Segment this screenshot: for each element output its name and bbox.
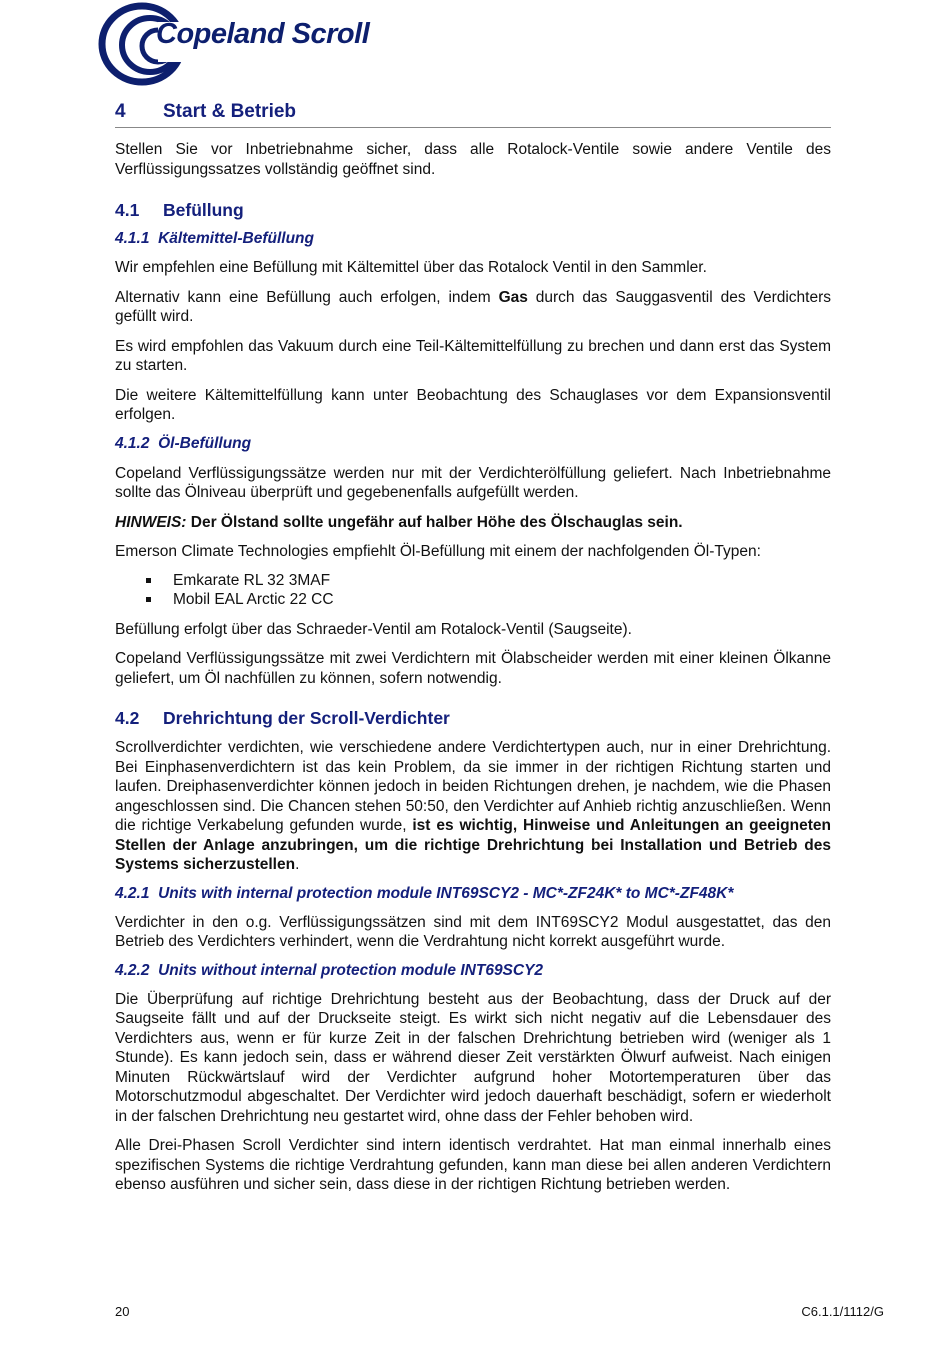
note-label: HINWEIS:	[115, 513, 187, 531]
section-number: 4.1.1	[115, 230, 150, 247]
paragraph: Verdichter in den o.g. Verflüssigungssätzen sind mit dem INT69SCY2 Modul ausgestattet, das den Betrieb des Verdichters verhindert, wenn die Verdrahtung nicht korrekt ausgeführt wurde.	[115, 913, 831, 950]
paragraph: Die Überprüfung auf richtige Drehrichtung besteht aus der Beobachtung, dass der Druck auf der Saugseite fällt und auf der Druckseite steigt. Es wirkt sich nicht negativ auf die Lebensdauer des Verdichters aus, wenn er für kurze Zeit in der falschen Drehrichtung betrieben wird (weniger als 1 Stunde). Es kann jedoch sein, dass er während dieser Zeit verstärkten Ölwurf aufweist. Nach einigen Minuten Rückwärtslauf wird der Verdichter aufgrund hoher Motortemperaturen über das Motorschutzmodul abgeschaltet. Der Verdichter wird jedoch dauerhaft beschädigt, sofern er wiederholt in der falschen Drehrichtung neu gestartet wird, ohne dass der Fehler behoben wird.	[115, 990, 831, 1125]
list-item: Mobil EAL Arctic 22 CC	[115, 590, 831, 610]
bold-text: ist es wichtig, Hinweise und Anleitungen an geeigneten Stellen der Anlage anzubringen, um die richtige Drehrichtung bei Installation und Betrieb des Systems sicherzustellen	[115, 817, 831, 873]
paragraph: Alle Drei-Phasen Scroll Verdichter sind intern identisch verdrahtet. Hat man einmal innerhalb eines spezifischen Systems die richtige Verdrahtung gefunden, kann man diese bei allen anderen Verdichtern ebenso ausführen und sicher sein, dass diese in der richtigen Richtung betrieben werden.	[115, 1137, 831, 1193]
paragraph: Es wird empfohlen das Vakuum durch eine Teil-Kältemittelfüllung zu brechen und dann erst das System zu starten.	[115, 337, 831, 374]
section-4-2-heading	[115, 707, 831, 729]
section-4-1-heading	[115, 199, 831, 221]
paragraph: Copeland Verflüssigungssätze mit zwei Verdichtern mit Ölabscheider werden mit einer kleinen Ölkanne geliefert, um Öl nachfüllen zu können, sofern notwendig.	[115, 650, 831, 687]
section-number: 4.2	[115, 708, 140, 728]
section-title: Start & Betrieb	[163, 101, 297, 122]
bullet-square-icon	[146, 578, 151, 583]
paragraph: Alternativ kann eine Befüllung auch erfolgen, indem Gas durch das Sauggasventil des Verdichters gefüllt wird.	[115, 288, 832, 325]
section-4-1-2-heading	[115, 434, 831, 454]
bold-text: Gas	[498, 288, 528, 306]
document-code: C6.1.1/1112/G	[801, 1304, 884, 1319]
section-number: 4.1.2	[115, 434, 150, 452]
section-number: 4.2.2	[115, 961, 150, 979]
page-number: 20	[115, 1304, 130, 1319]
section-title: Befüllung	[163, 200, 244, 220]
section-4-2-1-heading	[115, 884, 831, 904]
paragraph: Wir empfehlen eine Befüllung mit Kältemittel über das Rotalock Ventil in den Sammler.	[115, 259, 707, 276]
paragraph: Die weitere Kältemittelfüllung kann unter Beobachtung des Schauglases vor dem Expansionsventil erfolgen.	[115, 386, 831, 423]
paragraph: Copeland Verflüssigungssätze werden nur mit der Verdichterölfüllung geliefert. Nach Inbetriebnahme sollte das Ölniveau überprüft und gegebenenfalls aufgefüllt werden.	[115, 464, 831, 501]
section-title: Units without internal protection module INT69SCY2	[158, 961, 544, 979]
section-number: 4	[115, 101, 126, 122]
section-number: 4.2.1	[115, 884, 150, 902]
section-title: Öl-Befüllung	[158, 434, 252, 452]
paragraph: Emerson Climate Technologies empfiehlt Öl-Befüllung mit einem der nachfolgenden Öl-Typen:	[115, 543, 761, 560]
oil-list	[115, 571, 831, 610]
paragraph: Befüllung erfolgt über das Schraeder-Ventil am Rotalock-Ventil (Saugseite).	[115, 620, 632, 638]
section-4-heading	[115, 100, 831, 128]
page-content	[115, 100, 831, 1195]
logo-text: Copeland Scroll	[156, 18, 370, 50]
section-4-1-1-heading	[115, 229, 831, 249]
section-title: Drehrichtung der Scroll-Verdichter	[163, 708, 450, 728]
note-text: Der Ölstand sollte ungefähr auf halber Höhe des Ölschauglas sein.	[186, 513, 683, 531]
note	[115, 513, 831, 533]
section-title: Kältemittel-Befüllung	[158, 230, 314, 247]
section-4-intro: Stellen Sie vor Inbetriebnahme sicher, dass alle Rotalock-Ventile sowie andere Ventile des Verflüssigungssatzes vollständig geöffnet sind.	[115, 141, 831, 178]
copeland-scroll-logo	[98, 0, 414, 86]
section-title: Units with internal protection module INT69SCY2 - MC*-ZF24K* to MC*-ZF48K*	[158, 884, 734, 902]
bullet-square-icon	[146, 597, 151, 602]
section-number: 4.1	[115, 200, 140, 220]
section-4-2-2-heading	[115, 961, 831, 981]
list-item: Emkarate RL 32 3MAF	[115, 571, 831, 591]
paragraph: Scrollverdichter verdichten, wie verschiedene andere Verdichtertypen auch, nur in einer Drehrichtung. Bei Einphasenverdichtern ist das kein Problem, da sie immer in der richtigen Richtung starten und laufen. Dreiphasenverdichter können jedoch in beiden Richtungen drehen, je nachdem, wie die Phasen angeschlossen sind. Die Chancen stehen 50:50, den Verdichter auf Anhieb richtig anzuschließen. Wenn die richtige Verkabelung gefunden wurde, ist es wichtig, Hinweise und Anleitungen an geeigneten Stellen der Anlage anzubringen, um die richtige Drehrichtung bei Installation und Betrieb des Systems sicherzustellen.	[115, 739, 831, 873]
